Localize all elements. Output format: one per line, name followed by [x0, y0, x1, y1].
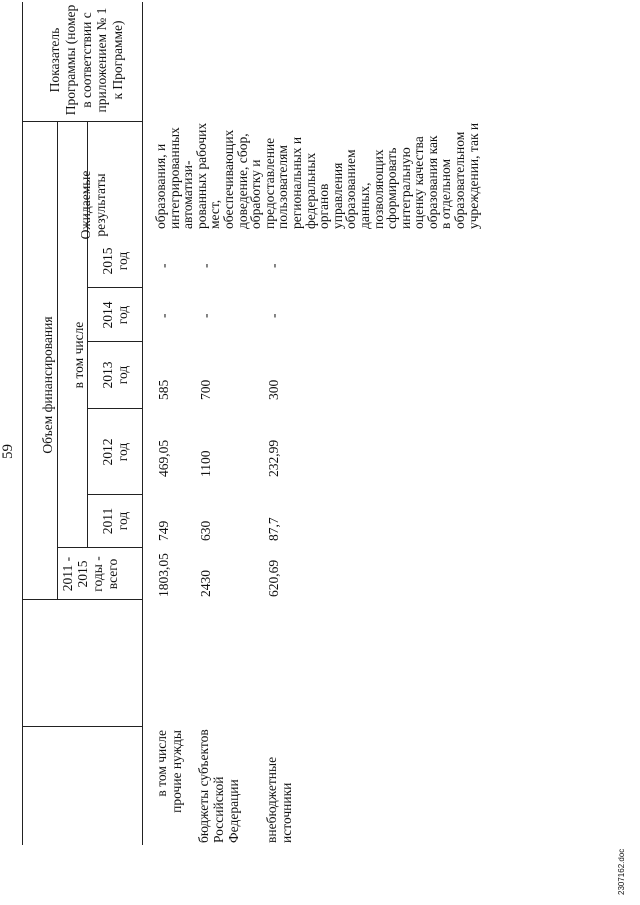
- table-top-rule: [22, 2, 23, 845]
- year-header-2014: 2014 год: [100, 301, 131, 329]
- year-col-divider-3: [87, 341, 142, 342]
- expected-results-text: образования, и интегрированных автоматизи- рованных рабочих мест, обеспечивающих доведение, сбор, обработку и предоставление пользователям региональных и федеральных органов управления образованием данных, позволяющих сформировать интегральную оценку качества образования как в отдельном образовательном учреждении, так и: [153, 122, 481, 229]
- row2-2013: 700: [198, 379, 213, 400]
- row-name-regional-budgets: бюджеты субъектов Российской Федерации: [196, 729, 242, 843]
- row-name-extrabudgetary: внебюджетные источники: [264, 756, 295, 843]
- row3-2011: 87,7: [266, 517, 281, 541]
- year-header-2011: 2011 год: [100, 507, 131, 535]
- row-name-other-needs: в том числе прочие нужды: [154, 730, 185, 813]
- row3-2012: 232,99: [266, 439, 281, 477]
- table-header-bottom-rule: [142, 2, 143, 845]
- year-col-divider-2: [87, 408, 142, 409]
- row3-2014: -: [266, 313, 281, 318]
- year-header-2015: 2015 год: [100, 247, 131, 275]
- total-col-right-divider: [57, 547, 142, 548]
- name-col-divider: [22, 726, 142, 727]
- total-header: 2011 - 2015 годы - всего: [60, 556, 121, 592]
- financing-header: Объем финансирования: [40, 316, 55, 454]
- page-number: 59: [0, 444, 16, 459]
- total-col-left-divider: [22, 599, 142, 600]
- financing-header-rule: [57, 122, 58, 600]
- row2-2014: -: [198, 313, 213, 318]
- row2-2015: -: [198, 263, 213, 268]
- year-header-2012: 2012 год: [100, 438, 131, 466]
- year-col-divider-1: [87, 494, 142, 495]
- row1-2011: 749: [156, 520, 171, 541]
- row2-2012: 1100: [198, 450, 213, 477]
- row1-2013: 585: [156, 379, 171, 400]
- row3-2013: 300: [266, 379, 281, 400]
- including-header: в том числе: [71, 321, 86, 389]
- row1-2014: -: [156, 313, 171, 318]
- results-col-left-divider: [22, 121, 142, 122]
- row3-2015: -: [266, 263, 281, 268]
- results-header: Ожидаемые результаты: [78, 170, 109, 240]
- row1-2015: -: [156, 263, 171, 268]
- year-col-divider-4: [87, 287, 142, 288]
- indicator-header: Показатель Программы (номер в соответствии с приложением № 1 к Программе): [47, 4, 126, 116]
- row2-2011: 630: [198, 520, 213, 541]
- year-header-2013: 2013 год: [100, 361, 131, 389]
- row2-total: 2430: [198, 570, 213, 597]
- document-reference: 2307162.doc: [617, 848, 626, 895]
- row3-total: 620,69: [266, 559, 281, 597]
- row1-total: 1803,05: [156, 553, 171, 597]
- row1-2012: 469,05: [156, 439, 171, 477]
